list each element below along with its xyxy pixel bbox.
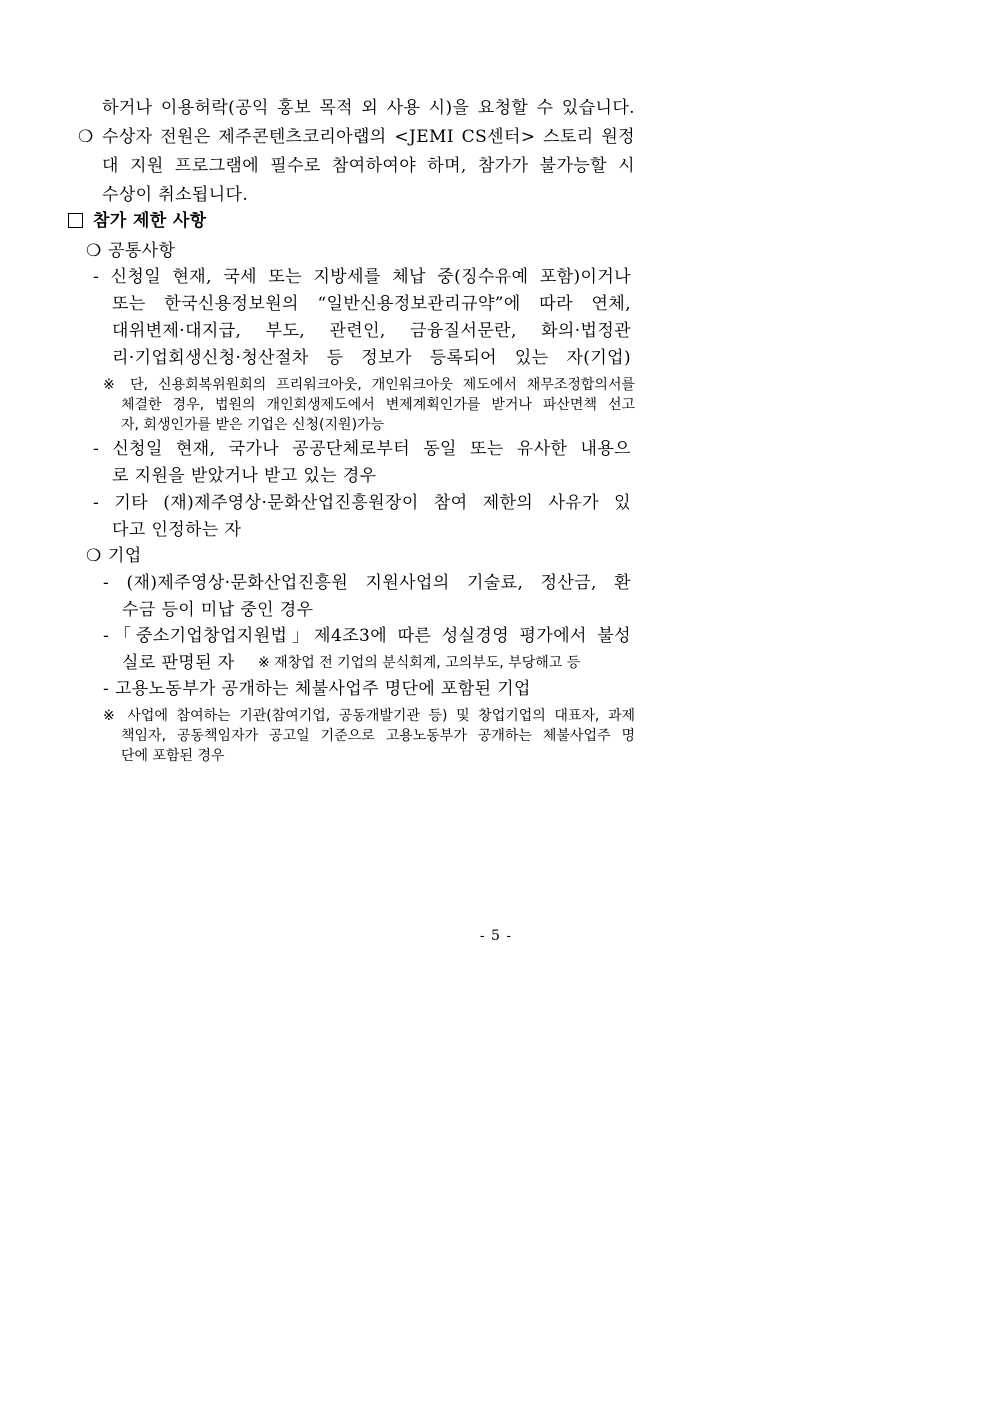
award-line: 수상자 전원은 제주콘텐츠코리아랩의 <JEMI CS센터> 스토리 원정 <box>102 127 635 147</box>
note-text: 체결한 경우, 법원의 개인회생제도에서 변제계획인가를 받거나 파산면책 선고 <box>121 397 635 413</box>
list-item: 대위변제·대지급, 부도, 관련인, 금융질서문란, 화의·법정관 <box>112 321 631 341</box>
page-number: - 5 - <box>479 928 513 944</box>
list-item: - 고용노동부가 공개하는 체불사업주 명단에 포함된 기업 <box>103 679 531 699</box>
list-item: -「중소기업창업지원법」제4조3에 따른 성실경영 평가에서 불성 <box>103 626 631 646</box>
list-item: - (재)제주영상·문화산업진흥원 지원사업의 기술료, 정산금, 환 <box>103 573 631 593</box>
subsection-title: 공통사항 <box>108 241 176 261</box>
note-text: 책임자, 공동책임자가 공고일 기준으로 고용노동부가 공개하는 체불사업주 명 <box>121 728 635 744</box>
list-item: 실로 판명된 자 <box>122 653 235 673</box>
list-item: 다고 인정하는 자 <box>112 520 242 540</box>
list-item: 로 지원을 받았거나 받고 있는 경우 <box>112 466 377 486</box>
intro-line: 하거나 이용허락(공익 홍보 목적 외 사용 시)을 요청할 수 있습니다. <box>102 98 635 118</box>
section-heading: 참가 제한 사항 <box>93 211 207 231</box>
circle-bullet-icon: ❍ <box>86 546 102 566</box>
note-text: 자, 회생인가를 받은 기업은 신청(지원)가능 <box>121 417 385 433</box>
subsection-title: 기업 <box>108 546 142 566</box>
list-item: 수금 등이 미납 중인 경우 <box>122 600 314 620</box>
list-item: - 신청일 현재, 국세 또는 지방세를 체납 중(징수유예 포함)이거나 <box>93 267 631 287</box>
note-text: ※ 단, 신용회복위원회의 프리워크아웃, 개인워크아웃 제도에서 채무조정합의서를 <box>103 377 635 393</box>
circle-bullet-icon: ❍ <box>86 241 102 261</box>
checkbox-square-icon <box>68 213 83 228</box>
list-item: - 기타 (재)제주영상·문화산업진흥원장이 참여 제한의 사유가 있 <box>93 493 631 513</box>
note-text: ※ 재창업 전 기업의 분식회계, 고의부도, 부당해고 등 <box>258 655 581 671</box>
list-item: 또는 한국신용정보원의 “일반신용정보관리규약”에 따라 연체, <box>112 294 631 314</box>
circle-bullet-icon: ❍ <box>78 127 94 147</box>
award-line: 대 지원 프로그램에 필수로 참여하여야 하며, 참가가 불가능할 시 <box>102 156 635 176</box>
list-item: - 신청일 현재, 국가나 공공단체로부터 동일 또는 유사한 내용으 <box>93 439 631 459</box>
list-item: 리·기업회생신청·청산절차 등 정보가 등록되어 있는 자(기업) <box>112 348 631 368</box>
note-text: ※ 사업에 참여하는 기관(참여기업, 공동개발기관 등) 및 창업기업의 대표자, 과제 <box>103 708 635 724</box>
award-line: 수상이 취소됩니다. <box>102 185 249 205</box>
note-text: 단에 포함된 경우 <box>121 748 225 764</box>
